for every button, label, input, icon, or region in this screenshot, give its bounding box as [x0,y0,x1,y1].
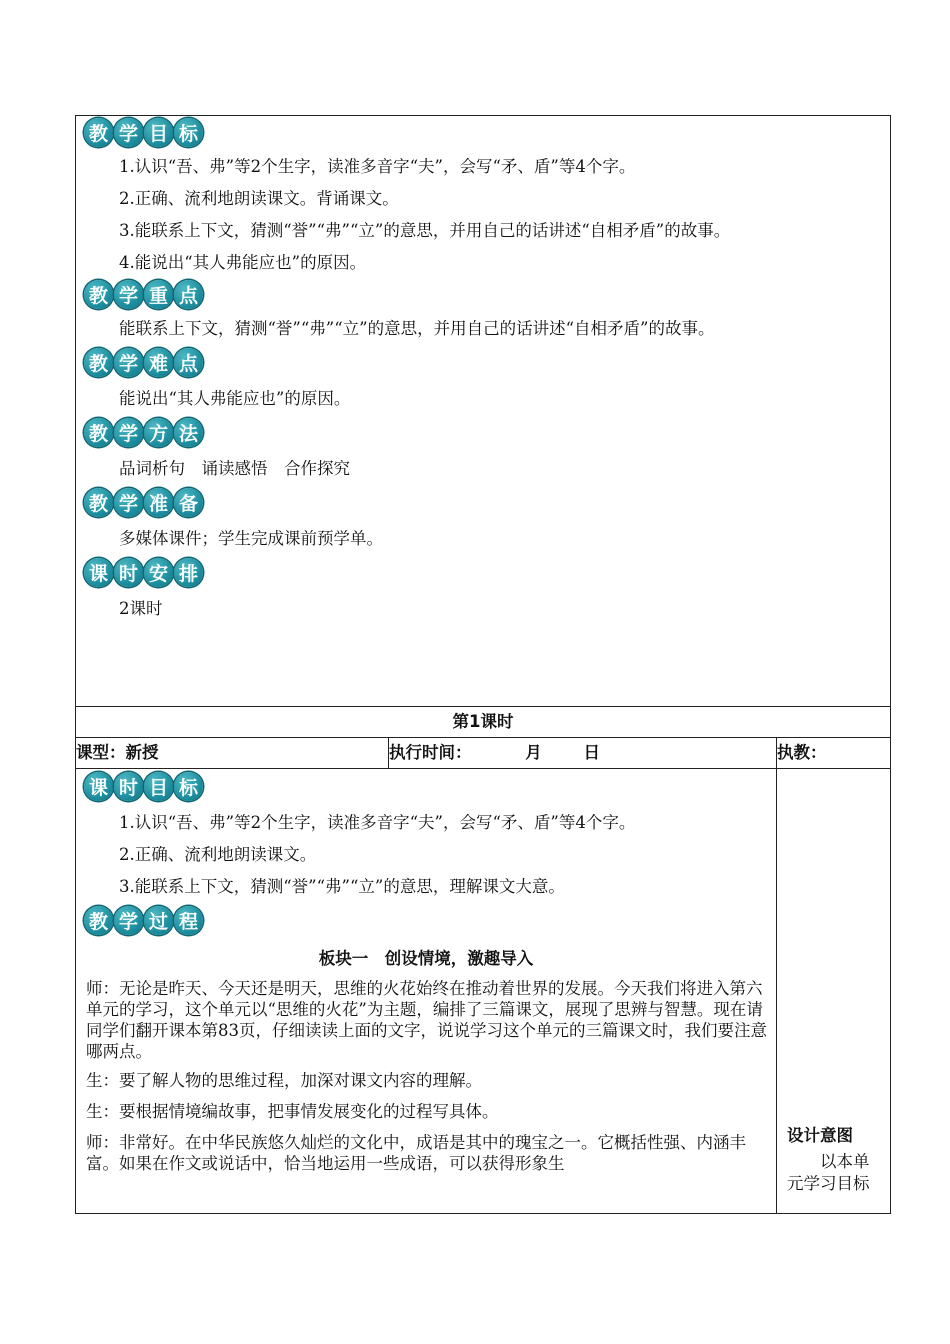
execution-time [389,738,777,769]
badge-schedule: 课 时 安 排 [84,558,890,590]
badge-difficulties: 教 学 难 点 [84,348,890,380]
lesson-type: 课型：新授 [76,738,389,769]
lesson-goal-3: 3.能联系上下文，猜测“誉”“弗”“立”的意思，理解课文大意。 [119,877,565,896]
badge-methods: 教 学 方 法 [84,418,890,450]
methods-text: 品词析句 诵读感悟 合作探究 [119,459,350,478]
key-points-text: 能联系上下文，猜测“誉”“弗”“立”的意思，并用自己的话讲述“自相矛盾”的故事。 [119,319,715,338]
lesson-content-cell [76,769,777,1214]
dialog-line-3: 生：要根据情境编故事，把事情发展变化的过程写具体。 [86,1102,499,1121]
lesson-plan-document [75,115,890,1214]
overview-cell [76,116,891,707]
teaching-goal-2: 2.正确、流利地朗读课文。背诵课文。 [119,189,399,208]
design-intent-title: 设计意图 [787,1126,853,1145]
badge-preparation: 教 学 准 备 [84,488,890,520]
preparation-text: 多媒体课件；学生完成课前预学单。 [119,529,383,548]
dialog-line-2: 生：要了解人物的思维过程，加深对课文内容的理解。 [86,1071,482,1090]
badge-lesson-goals: 课 时 目 标 [84,772,776,804]
day-label: 日 [583,743,600,762]
teaching-goal-4: 4.能说出“其人弗能应也”的原因。 [119,253,367,272]
dialog-line-4: 师：非常好。在中华民族悠久灿烂的文化中，成语是其中的瑰宝之一。它概括性强、内涵丰富。如果在作文或说话中，恰当地运用一些成语，可以获得形象生 [86,1133,746,1173]
design-intent-text: 以本单元学习目标 [787,1152,870,1193]
dialog-line-1: 师：无论是昨天、今天还是明天，思维的火花始终在推动着世界的发展。今天我们将进入第六单元的学习，这个单元以“思维的火花”为主题，编排了三篇课文，展现了思辨与智慧。现在请同学们翻开课本第83页，仔细读读上面的文字，说说学习这个单元的三篇课文时，我们要注意哪两点。 [86,979,767,1061]
lesson-goal-1: 1.认识“吾、弗”等2个生字，读准多音字“夫”，会写“矛、盾”等4个字。 [119,813,636,832]
lesson-title: 第1课时 [76,707,891,738]
teaching-goal-3: 3.能联系上下文，猜测“誉”“弗”“立”的意思，并用自己的话讲述“自相矛盾”的故事。 [119,221,731,240]
lesson-goal-2: 2.正确、流利地朗读课文。 [119,845,317,864]
difficulties-text: 能说出“其人弗能应也”的原因。 [119,389,351,408]
section-title: 板块一 创设情境，激趣导入 [318,949,534,968]
month-label: 月 [525,743,542,762]
badge-teaching-goals: 教 学 目 标 [84,118,890,150]
badge-key-points: 教 学 重 点 [84,280,890,312]
teaching-goal-1: 1.认识“吾、弗”等2个生字，读准多音字“夫”，会写“矛、盾”等4个字。 [119,157,636,176]
schedule-text: 2课时 [119,599,163,618]
badge-teaching-process: 教 学 过 程 [84,906,776,938]
design-intent-cell [777,769,891,1214]
lesson-plan-table [75,115,891,1214]
execution-time-label: 执行时间： [389,743,472,762]
teacher-label: 执教： [777,738,891,769]
